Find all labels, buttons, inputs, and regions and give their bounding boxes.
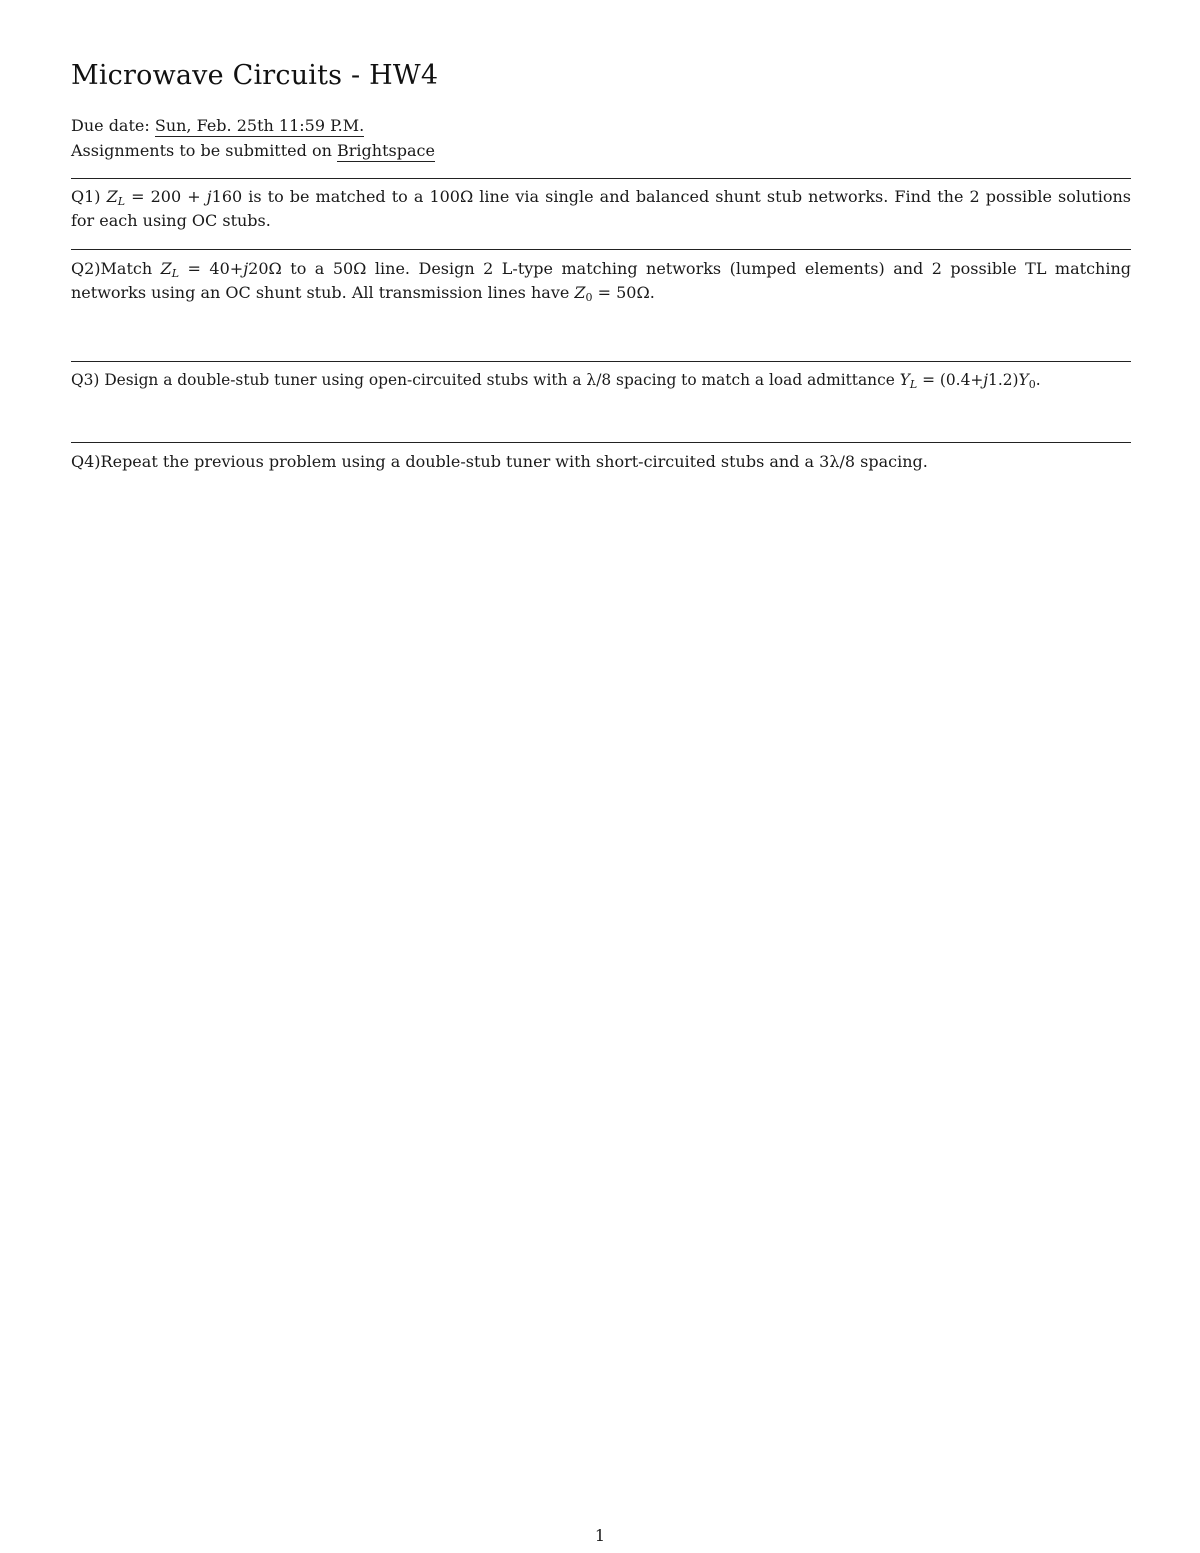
y0-symbol: Y bbox=[1018, 371, 1029, 389]
j-symbol: j bbox=[206, 187, 212, 206]
due-date-line bbox=[71, 113, 1131, 138]
q3-end: . bbox=[1035, 371, 1041, 389]
question-2-number: Q2) bbox=[71, 259, 101, 278]
zl-symbol: Z bbox=[106, 187, 118, 206]
zl-subscript: L bbox=[171, 267, 180, 280]
q2-body: 20Ω to a 50Ω line. Design 2 L-type matching networks (lumped elements) and 2 possible TL matching networks using an OC shunt stub. All transmission lines have bbox=[71, 259, 1131, 302]
submission-platform: Brightspace bbox=[337, 141, 435, 160]
q3-equation: = (0.4+ bbox=[917, 371, 984, 389]
q4-body: Repeat the previous problem using a double-stub tuner with short-circuited stubs and a 3λ/8 spacing. bbox=[100, 452, 928, 471]
due-date-value: Sun, Feb. 25th 11:59 P.M. bbox=[154, 116, 365, 135]
question-4-number: Q4) bbox=[71, 452, 101, 471]
q2-end: = 50Ω. bbox=[592, 283, 655, 302]
z0-subscript: 0 bbox=[585, 291, 593, 304]
question-4 bbox=[71, 450, 1131, 474]
submission-line bbox=[71, 138, 1131, 163]
y0-subscript: 0 bbox=[1028, 378, 1036, 391]
document-title: Microwave Circuits - HW4 bbox=[71, 60, 439, 91]
zl-symbol: Z bbox=[160, 259, 172, 278]
q2-start: Match bbox=[100, 259, 161, 278]
submission-label: Assignments to be submitted on bbox=[71, 141, 332, 160]
divider bbox=[71, 442, 1131, 443]
page-number: 1 bbox=[594, 1526, 606, 1545]
divider bbox=[71, 249, 1131, 250]
q3-body: Design a double-stub tuner using open-circuited stubs with a λ/8 spacing to match a load admittance bbox=[99, 371, 900, 389]
question-3-number: Q3) bbox=[71, 371, 100, 389]
q1-equation: = 200 + bbox=[125, 187, 207, 206]
z0-symbol: Z bbox=[574, 283, 586, 302]
divider bbox=[71, 178, 1131, 179]
yl-subscript: L bbox=[909, 378, 918, 391]
question-1-number: Q1) bbox=[71, 187, 101, 206]
due-date-label: Due date: bbox=[71, 116, 150, 135]
q1-body: 160 is to be matched to a 100Ω line via single and balanced shunt stub networks. Find the 2 possible solutions for each using OC stubs. bbox=[71, 187, 1132, 230]
question-3 bbox=[71, 368, 1131, 392]
j-symbol: j bbox=[243, 259, 249, 278]
question-2 bbox=[71, 257, 1131, 305]
question-1 bbox=[71, 185, 1131, 233]
yl-symbol: Y bbox=[899, 371, 910, 389]
j-symbol: j bbox=[983, 371, 989, 389]
homework-page bbox=[71, 60, 1131, 474]
divider bbox=[71, 361, 1131, 362]
zl-subscript: L bbox=[117, 195, 126, 208]
q2-equation: = 40+ bbox=[179, 259, 244, 278]
q3-mid: 1.2) bbox=[988, 371, 1019, 389]
